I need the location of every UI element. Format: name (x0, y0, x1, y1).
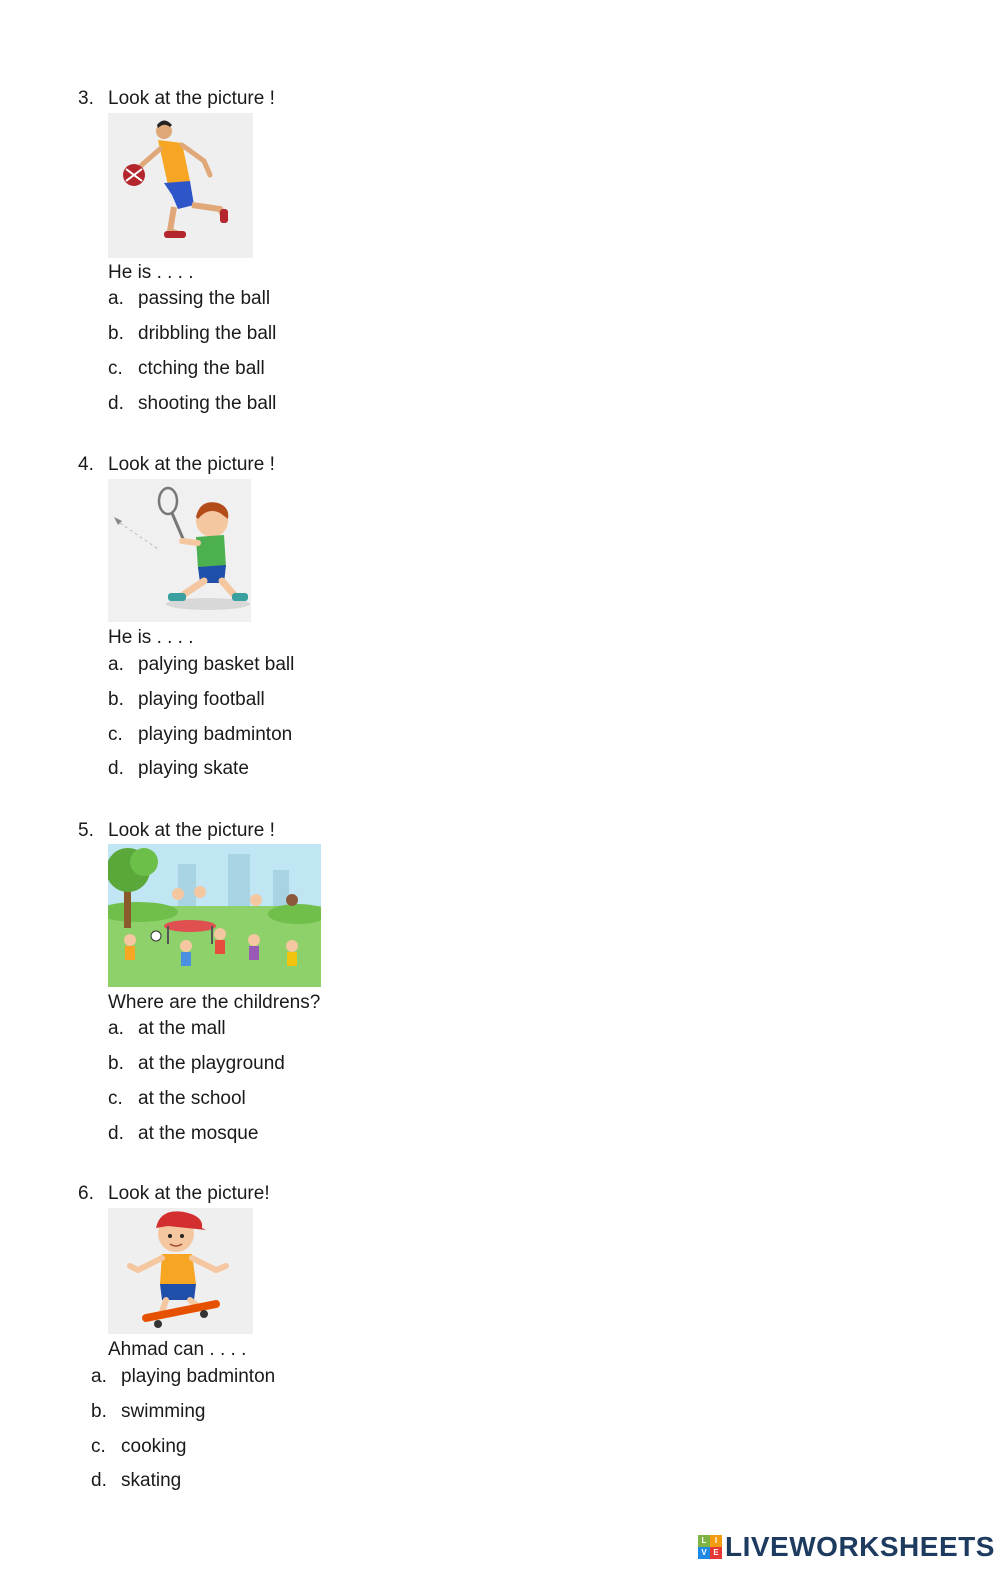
option-text: cooking (121, 1436, 187, 1457)
question-stem: He is . . . . (108, 262, 194, 283)
option-d[interactable] (91, 1470, 181, 1492)
option-text: shooting the ball (138, 393, 277, 414)
question-prompt: Look at the picture ! (108, 88, 275, 109)
option-text: swimming (121, 1401, 206, 1422)
option-letter: d. (108, 758, 124, 779)
option-letter: d. (91, 1470, 107, 1491)
option-text: playing skate (138, 758, 249, 779)
option-d[interactable] (108, 1123, 258, 1145)
option-c[interactable] (108, 1088, 246, 1110)
option-b[interactable] (108, 689, 265, 711)
option-a[interactable] (91, 1366, 275, 1388)
question-number: 6. (78, 1183, 94, 1204)
logo-mark-icon (698, 1535, 722, 1559)
question-prompt: Look at the picture ! (108, 454, 275, 475)
option-d[interactable] (108, 758, 249, 780)
option-letter: b. (108, 689, 124, 710)
option-letter: c. (108, 1088, 123, 1109)
question-prompt: Look at the picture! (108, 1183, 270, 1204)
question-stem: He is . . . . (108, 627, 194, 648)
option-letter: a. (108, 1018, 124, 1039)
basketball-player-image (108, 113, 253, 258)
option-letter: b. (91, 1401, 107, 1422)
option-text: playing badminton (121, 1366, 276, 1387)
logo-mark-letter: E (710, 1547, 722, 1559)
option-b[interactable] (91, 1401, 205, 1423)
option-letter: c. (108, 358, 123, 379)
option-text: at the mosque (138, 1123, 259, 1144)
logo-mark-letter: I (710, 1535, 722, 1547)
question-stem: Where are the childrens? (108, 992, 321, 1013)
option-c[interactable] (91, 1436, 187, 1458)
logo-mark-letter: V (698, 1547, 710, 1559)
option-letter: c. (108, 724, 123, 745)
option-text: at the school (138, 1088, 246, 1109)
logo-text: LIVEWORKSHEETS (725, 1531, 995, 1562)
option-b[interactable] (108, 1053, 285, 1075)
option-b[interactable] (108, 323, 276, 345)
option-text: playing badminton (138, 724, 293, 745)
option-a[interactable] (108, 654, 294, 676)
option-text: ctching the ball (138, 358, 265, 379)
liveworksheets-logo[interactable] (698, 1530, 995, 1564)
option-text: playing football (138, 689, 265, 710)
option-letter: b. (108, 1053, 124, 1074)
option-text: palying basket ball (138, 654, 295, 675)
question-number: 5. (78, 820, 94, 841)
option-text: at the playground (138, 1053, 285, 1074)
option-letter: a. (91, 1366, 107, 1387)
option-d[interactable] (108, 393, 276, 415)
option-letter: b. (108, 323, 124, 344)
option-letter: a. (108, 654, 124, 675)
logo-mark-letter: L (698, 1535, 710, 1547)
option-text: passing the ball (138, 288, 271, 309)
question-number: 3. (78, 88, 94, 109)
option-c[interactable] (108, 358, 265, 380)
question-number: 4. (78, 454, 94, 475)
skateboard-boy-image (108, 1208, 253, 1334)
option-a[interactable] (108, 288, 270, 310)
option-c[interactable] (108, 724, 292, 746)
option-text: dribbling the ball (138, 323, 277, 344)
badminton-boy-image (108, 479, 251, 622)
option-text: skating (121, 1470, 182, 1491)
question-prompt: Look at the picture ! (108, 820, 275, 841)
option-letter: d. (108, 1123, 124, 1144)
option-letter: c. (91, 1436, 106, 1457)
option-letter: d. (108, 393, 124, 414)
playground-image (108, 844, 321, 987)
question-stem: Ahmad can . . . . (108, 1339, 247, 1360)
option-text: at the mall (138, 1018, 226, 1039)
option-a[interactable] (108, 1018, 226, 1040)
option-letter: a. (108, 288, 124, 309)
